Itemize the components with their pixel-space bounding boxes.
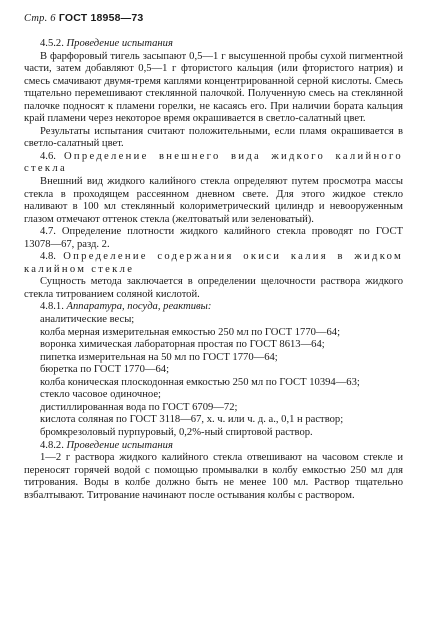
section-title: Аппаратура, посуда, реактивы: <box>66 301 212 313</box>
list-item: воронка химическая лабораторная простая по ГОСТ 8613—64; <box>40 339 325 351</box>
section-4-5-2-heading <box>24 38 403 51</box>
list-item: стекло часовое одиночное; <box>40 389 161 401</box>
list-item: кислота соляная по ГОСТ 3118—67, х. ч. или ч. д. а., 0,1 н раствор; <box>40 414 344 426</box>
section-4-8-1-heading <box>24 301 403 314</box>
section-4-6-heading <box>24 151 403 176</box>
section-4-8-text: Сущность метода заключается в определении щелочности раствора жидкого стекла титрованием соляной кислотой. <box>24 276 403 300</box>
section-4-8-2-heading <box>24 440 403 453</box>
list-item: дистиллированная вода по ГОСТ 6709—72; <box>40 401 238 413</box>
section-4-7-text: 4.7. Определение плотности жидкого калийного стекла проводят по ГОСТ 13078—67, разд. 2. <box>24 226 403 250</box>
document-body <box>24 38 403 502</box>
page-number: Стр. 6 <box>24 13 56 24</box>
section-title: Определение внешнего вида жидкого калийного стекла <box>24 150 403 175</box>
section-number: 4.5.2. <box>40 38 64 49</box>
section-number: 4.8.1. <box>40 301 64 313</box>
section-4-6-text: Внешний вид жидкого калийного стекла определяют путем просмотра массы стекла в проходящем рассеянном дневном свете. Для этого жидкое стекло наливают в 100 мл стеклянный колориметрический цилиндр и невооруженным глазом отмечают оттенок стекла (желтоватый или зеленоватый). <box>24 176 403 225</box>
section-number: 4.8. <box>40 251 56 263</box>
standard-number: ГОСТ 18958—73 <box>58 12 144 24</box>
section-number: 4.6. <box>40 150 56 162</box>
list-item: аналитические весы; <box>40 314 135 326</box>
section-title: Проведение испытания <box>66 439 173 451</box>
list-item: пипетка измерительная на 50 мл по ГОСТ 1770—64; <box>40 351 278 363</box>
list-item: бюретка по ГОСТ 1770—64; <box>40 364 170 376</box>
list-item: бромкрезоловый пурпуровый, 0,2%-ный спиртовой раствор. <box>40 426 313 438</box>
section-title: Определение содержания окиси калия в жидком калийном стекле <box>24 251 404 275</box>
list-item: колба коническая плоскодонная емкостью 250 мл по ГОСТ 10394—63; <box>40 376 360 388</box>
section-title: Проведение испытания <box>66 38 173 49</box>
section-4-8-heading <box>24 251 403 276</box>
page-header <box>24 12 143 24</box>
section-4-8-2-text: 1—2 г раствора жидкого калийного стекла отвешивают на часовом стекле и переносят горячей водой с помощью промывалки в колбу емкостью 250 мл для титрования. Воды в колбе должно быть не менее 100 мл. Раствор тщательно взбалтывают. Титрование начинают после остывания колбы с раствором. <box>24 452 403 501</box>
list-item: колба мерная измерительная емкостью 250 мл по ГОСТ 1770—64; <box>40 326 341 338</box>
section-4-5-2-result: Результаты испытания считают положительными, если пламя окрашивается в светло-салатный цвет. <box>24 125 403 150</box>
section-number: 4.8.2. <box>40 439 64 451</box>
section-4-5-2-text: В фарфоровый тигель засыпают 0,5—1 г высушенной пробы сухой пигментной части, затем добавляют 0,5—1 г фтористого кальция (или фтористого натрия) и смесь смачивают двумя-тремя каплями концентрированной серной кислоты. Смесь тщательно перемешивают стеклянной палочкой. Полученную смесь на стеклянной палочке подносят к пламени горелки, не касаясь его. При наличии бората кальция край пламени через некоторое время окрашивается в светло-салатный цвет. <box>24 50 403 125</box>
